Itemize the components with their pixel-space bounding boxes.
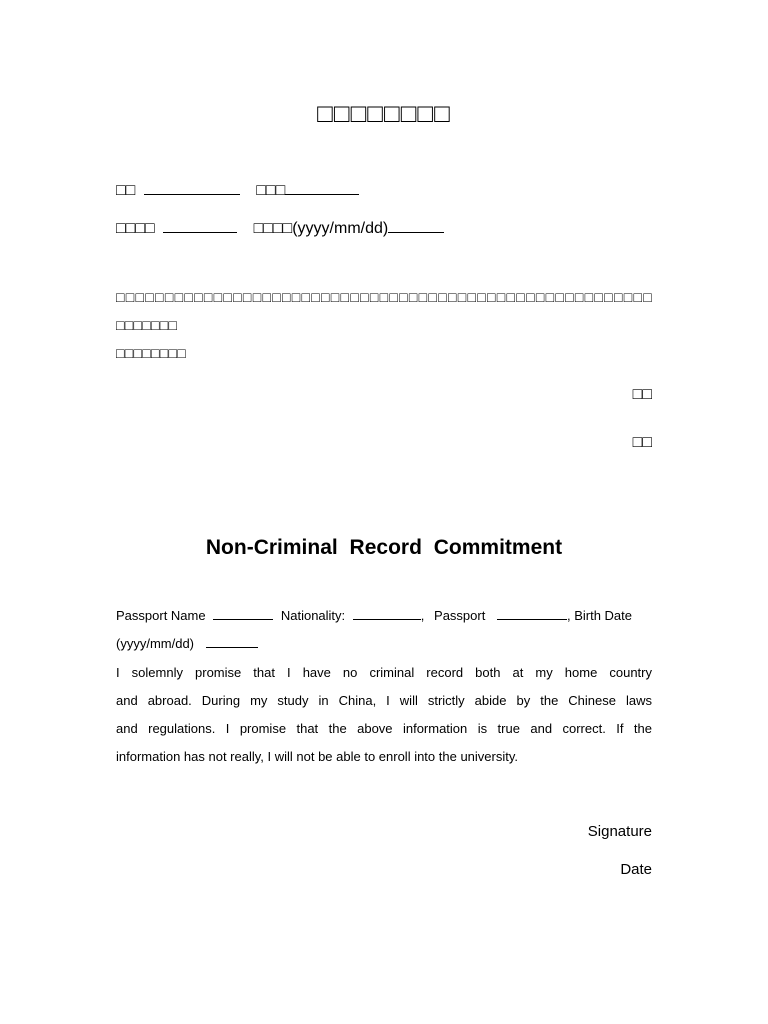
en-signature-label: Signature: [587, 823, 652, 840]
en-date-label: Date: [620, 861, 652, 878]
cn-nationality-label: □□□: [256, 182, 286, 199]
cn-birthdate-blank: [388, 218, 444, 233]
cn-commitment-body: [116, 283, 652, 367]
en-para-line: I solemnly promise that I have no criminal record both at my home country: [116, 665, 652, 680]
cn-passport-label: □□□□: [116, 220, 155, 237]
en-para-line: and abroad. During my study in China, I will strictly abide by the Chinese laws: [116, 693, 652, 708]
en-birth-date-label: , Birth Date: [566, 608, 632, 623]
en-separator: ,: [420, 608, 425, 623]
en-nationality-label: Nationality:: [280, 608, 346, 623]
cn-form-row-1: [116, 180, 359, 200]
en-form-line-1: [116, 602, 652, 630]
en-passport-name-blank: [213, 605, 273, 620]
en-date-format-label: (yyyy/mm/dd): [116, 636, 194, 651]
en-passport-name-label: Passport Name: [116, 608, 206, 623]
en-passport-label: Passport: [434, 608, 486, 623]
en-para-line: and regulations. I promise that the above information is true and correct. If the: [116, 721, 652, 736]
cn-body-line: □□□□□□□□: [116, 345, 187, 361]
cn-name-label: □□: [116, 182, 136, 199]
cn-nationality-blank: [285, 180, 359, 195]
en-nationality-blank: [353, 605, 421, 620]
cn-passport-blank: [163, 218, 237, 233]
en-para-line: information has not really, I will not be able to enroll into the university.: [116, 749, 519, 764]
cn-name-blank: [144, 180, 240, 195]
cn-body-line: □□□□□□□□□□□□□□□□□□□□□□□□□□□□□□□□□□□□□□□□□□□□□□□□□□□□□□□ □□□□□□□: [116, 289, 652, 333]
cn-form-row-2: [116, 218, 444, 238]
en-document-title: Non-Criminal Record Commitment: [205, 536, 563, 559]
en-form-line-2: [116, 630, 652, 658]
cn-document-title: □□□□□□□□: [317, 98, 451, 128]
en-birth-date-blank: [206, 633, 258, 648]
cn-date-label: □□: [632, 434, 652, 451]
en-passport-blank: [497, 605, 567, 620]
cn-birthdate-label: □□□□(yyyy/mm/dd): [253, 220, 389, 237]
cn-signature-label: □□: [632, 386, 652, 403]
